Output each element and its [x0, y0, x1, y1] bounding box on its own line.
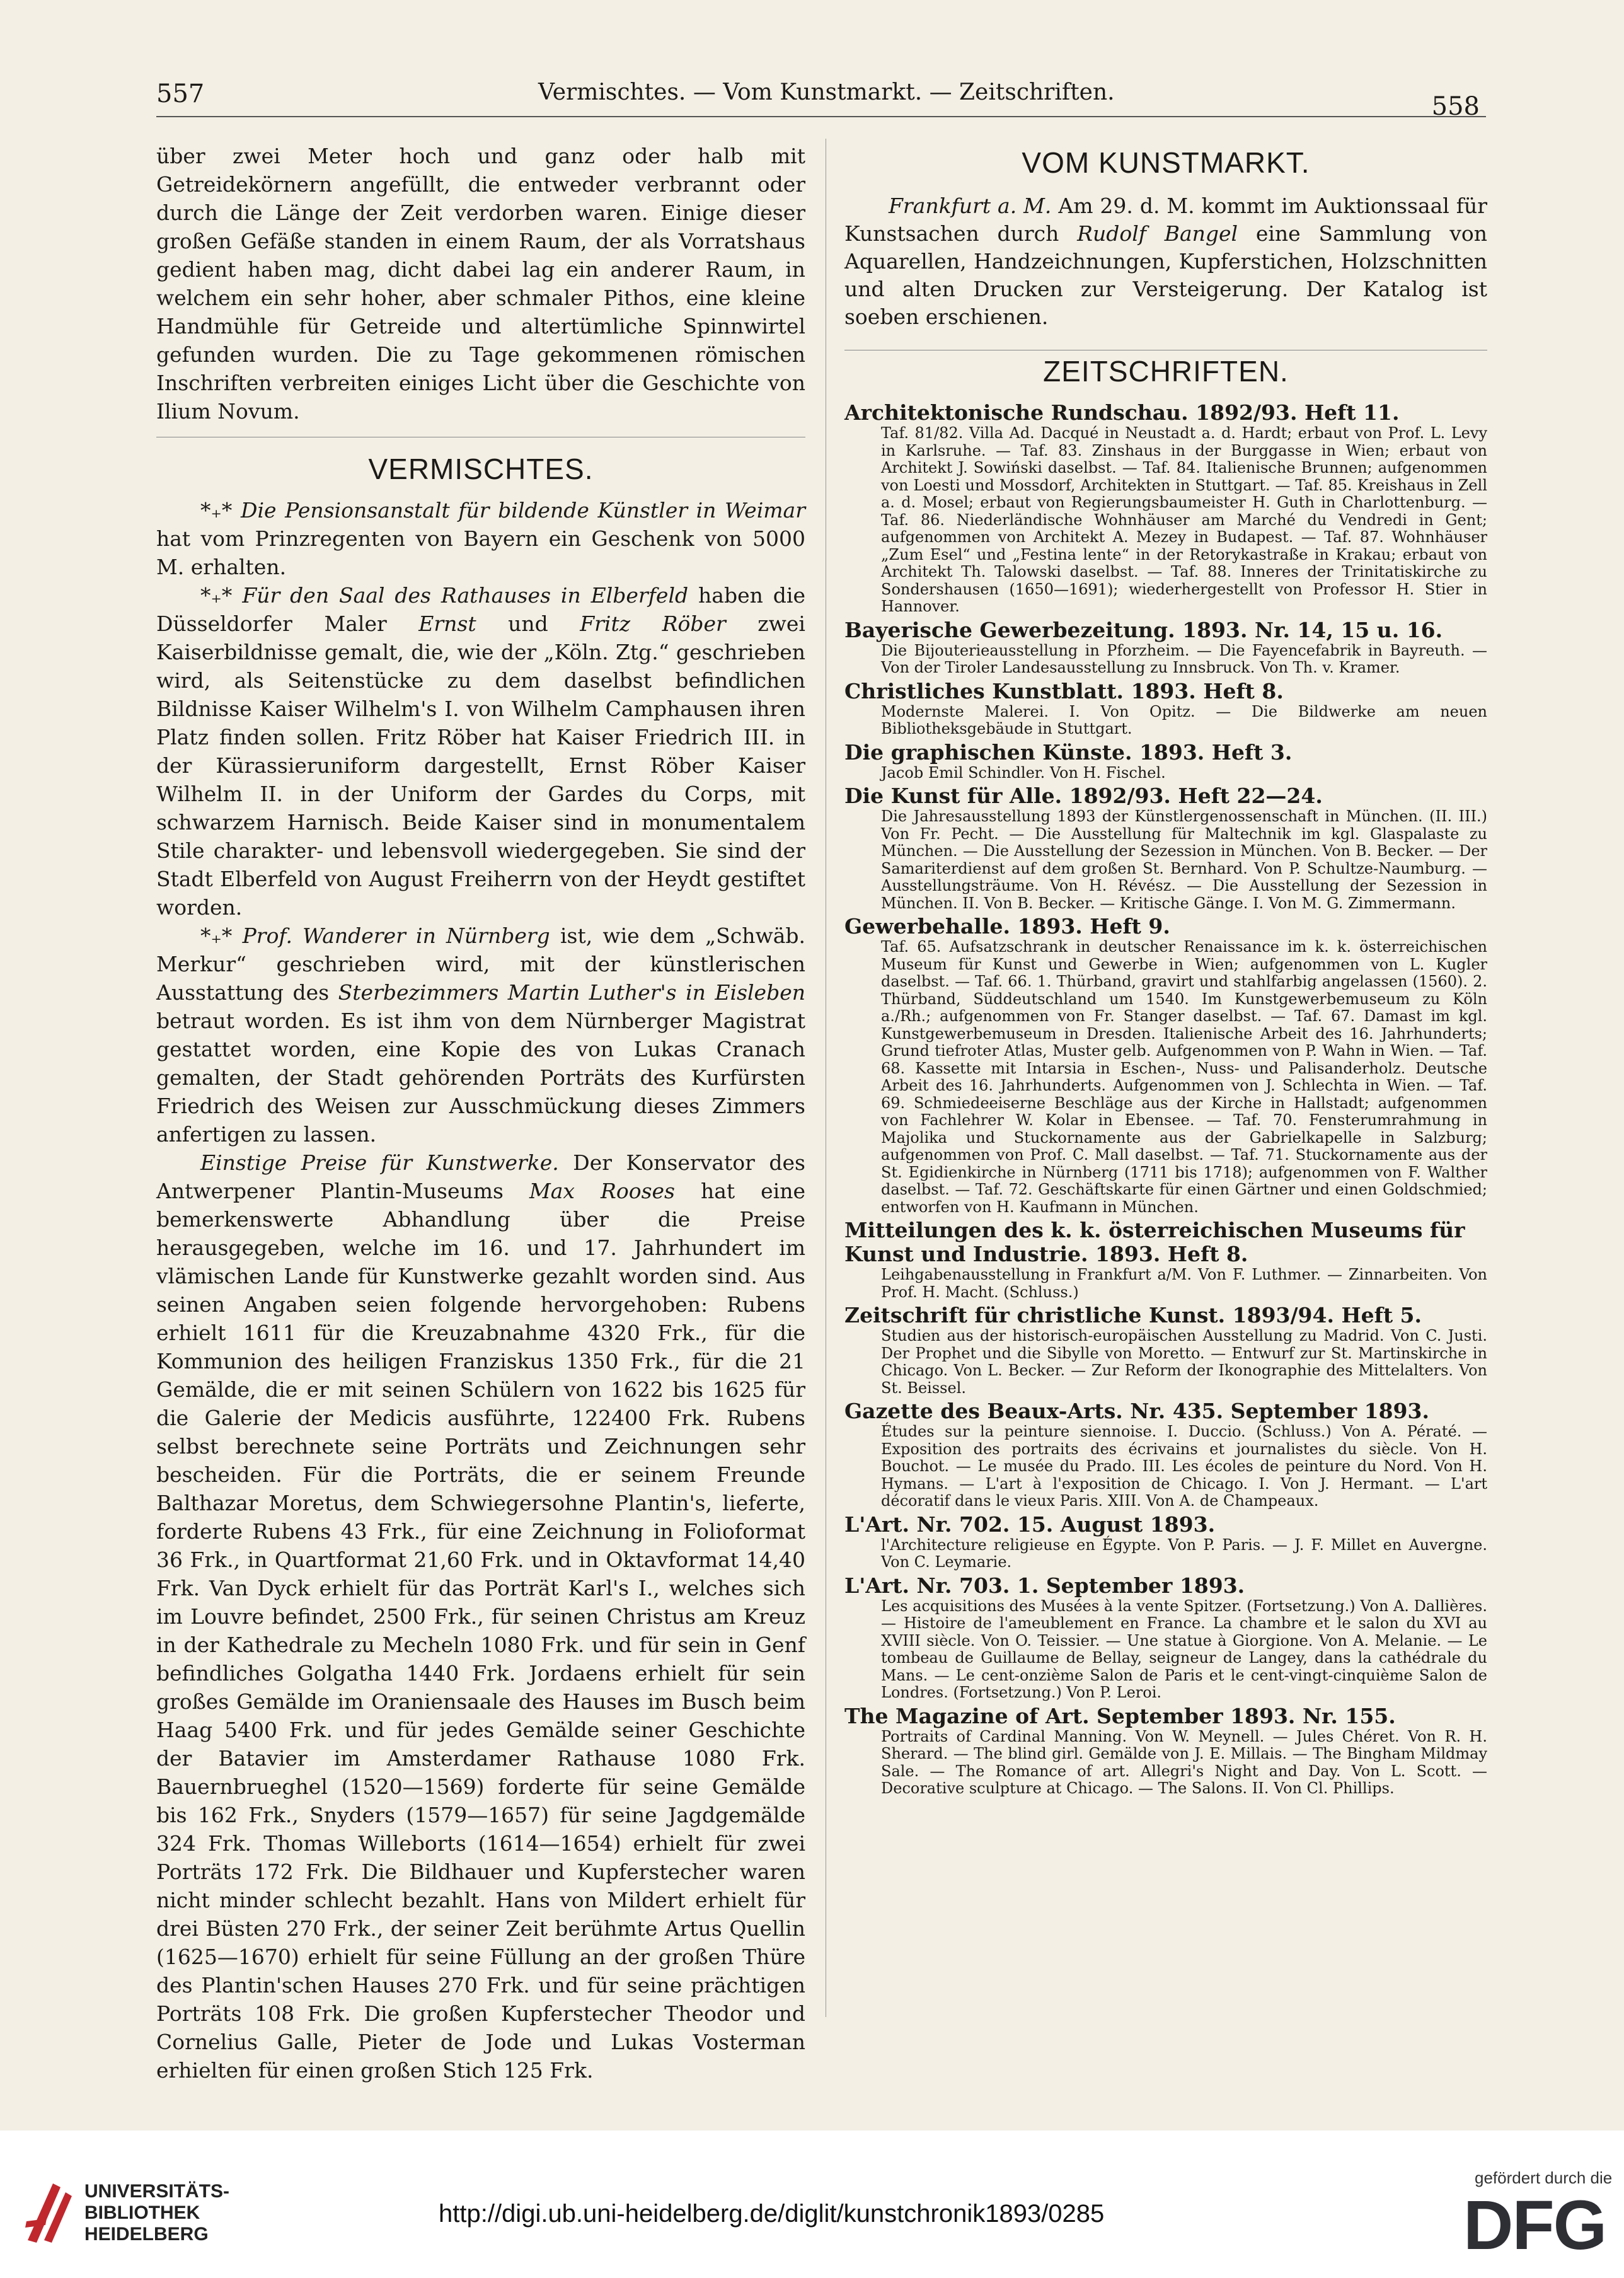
- journal-contents: Studien aus der historisch-europäischen Ausstellung zu Madrid. Von C. Justi. Der Prophet und die Sibylle von Moretto. — Entwurf zur St. Martinskirche in Chicago. Von L. Becker. — Zur Reform der Ikonographie des Mittelalters. Von St. Beissel.: [881, 1327, 1487, 1397]
- journal-title: Die Kunst für Alle. 1892/93. Heft 22—24.: [844, 783, 1323, 808]
- kunstmarkt-text: eine Sammlung von Aquarellen, Handzeichnungen, Kupferstichen, Holzschnitten und alten Drucken zur Versteigerung. Der Katalog ist soeben erschienen.: [844, 221, 1487, 329]
- journal-title: Die graphischen Künste. 1893. Heft 3.: [844, 739, 1293, 765]
- journal-entry: [844, 915, 1487, 1216]
- journal-title: The Magazine of Art. September 1893. Nr. 155.: [844, 1703, 1396, 1728]
- left-column: [156, 142, 805, 2084]
- library-line-1: UNIVERSITÄTS-: [84, 2181, 230, 2202]
- news-item-weimar: [156, 496, 805, 581]
- news-item-elberfeld-heading: *₊* Für den Saal des Rathauses in Elberfeld: [200, 583, 689, 608]
- news-item-elberfeld: [156, 581, 805, 922]
- journal-title: Mitteilungen des k. k. österreichischen Museums für Kunst und Industrie. 1893. Heft 8.: [844, 1218, 1465, 1266]
- journal-entry: [844, 784, 1487, 912]
- section-title-zeitschriften: ZEITSCHRIFTEN.: [1043, 355, 1289, 388]
- news-item-preise: [156, 1148, 805, 2084]
- journal-title: Gewerbehalle. 1893. Heft 9.: [844, 914, 1170, 939]
- journal-title: L'Art. Nr. 702. 15. August 1893.: [844, 1512, 1216, 1537]
- intro-paragraph: über zwei Meter hoch und ganz oder halb mit Getreidekörnern angefüllt, die entweder verbrannt oder durch die Länge der Zeit verdorben waren. Einige dieser großen Gefäße standen in einem Raum, der als Vorratshaus gedient haben mag, dicht dabei lag ein anderer Raum, in welchem ein sehr hoher, aber schmaler Pithos, eine kleine Handmühle für Getreide und altertümliche Spinnwirtel gefunden wurden. Die zu Tage gekommenen römischen Inschriften verbreiten einiges Licht über die Geschichte von Ilium Novum.: [156, 144, 805, 424]
- name-max-rooses: Max Rooses: [529, 1179, 675, 1203]
- sterbezimmer-luther: Sterbezimmers Martin Luther's in Eisleben: [338, 980, 805, 1005]
- header-rule: [156, 116, 1486, 117]
- journal-entry: [844, 1399, 1487, 1510]
- right-column: [844, 142, 1487, 1800]
- news-text: und: [476, 611, 580, 636]
- section-title-vermischtes: VERMISCHTES.: [368, 453, 594, 485]
- page-header: [156, 68, 1480, 119]
- university-library-name: [84, 2181, 229, 2245]
- journal-entry: [844, 679, 1487, 738]
- news-item-weimar-text: hat vom Prinzregenten von Bayern ein Geschenk von 5000 M. erhalten.: [156, 526, 805, 579]
- place-frankfurt: Frankfurt a. M.: [889, 194, 1052, 218]
- kunstmarkt-text: Am 29. d. M. kommt im Auktionssaal für Kunstsachen durch: [844, 194, 1487, 246]
- journal-entry: [844, 618, 1487, 677]
- journal-title: Zeitschrift für christliche Kunst. 1893/94. Heft 5.: [844, 1303, 1422, 1327]
- journal-list: [844, 401, 1487, 1798]
- journal-entry: [844, 741, 1487, 782]
- journal-contents: l'Architecture religieuse en Égypte. Von P. Paris. — J. F. Millet en Auvergne. Von C. Leymarie.: [881, 1535, 1487, 1571]
- journal-entry: [844, 1574, 1487, 1702]
- journal-entry: [844, 1218, 1487, 1301]
- journal-contents: Die Jahresausstellung 1893 der Künstlergenossenschaft in München. (II. III.) Von Fr. Pecht. — Die Ausstellung für Maltechnik im kgl. Glaspalaste zu München. — Die Ausstellung der Sezession in München. Von B. Becker. — Der Samariterdienst auf dem großen St. Bernhard. Von P. Schultze-Naumburg. — Ausstellungsträume. Von H. Révész. — Die Ausstellung der Sezession in München. II. Von B. Becker. — Kritische Gänge. I. Von M. G. Zimmermann.: [881, 807, 1487, 912]
- journal-title: Bayerische Gewerbezeitung. 1893. Nr. 14, 15 u. 16.: [844, 617, 1443, 642]
- journal-title: L'Art. Nr. 703. 1. September 1893.: [844, 1573, 1245, 1598]
- news-text: haben die Düsseldorfer Maler: [156, 583, 805, 636]
- news-item-weimar-heading: *₊* Die Pensionsanstalt für bildende Künstler in Weimar: [200, 498, 805, 523]
- journal-contents: Taf. 81/82. Villa Ad. Dacqué in Neustadt a. d. Hardt; erbaut von Prof. L. Levy in Karlsruhe. — Taf. 83. Zinshaus in der Burggasse in Wien; erbaut von Architekt J. Sowiński daselbst. — Taf. 84. Italienische Brunnen; aufgenommen von Loesti und Mossdorf, Architekten in Stuttgart. — Taf. 85. Kreishaus in Zell a. d. Mosel; erbaut von Regierungsbaumeister H. Guth in Charlottenburg. — Taf. 86. Niederländische Wohnhäuser am Marché du Vendredi in Gent; aufgenommen von Architekt A. Mezey in Budapest. — Taf. 87. Wohnhäuser „Zum Esel“ und „Festina lente“ in der Retorykastraße in Krakau; erbaut von Architekt Th. Talowski daselbst. — Taf. 88. Inneres der Trinitatiskirche zu Sondershausen (1650—1691); wiederhergestellt von Professor H. Stier in Hannover.: [881, 424, 1487, 615]
- university-library-logo-icon: [21, 2177, 76, 2246]
- journal-entry: [844, 1704, 1487, 1798]
- digitization-footer: [0, 2131, 1624, 2278]
- name-ernst: Ernst: [418, 611, 476, 636]
- journal-contents: Les acquisitions des Musées à la vente Spitzer. (Fortsetzung.) Von A. Dallières. — Histoire de l'ameublement en France. La chambre et le salon du XVI au XVIII siècle. Von O. Teissier. — Une statue à Giorgione. Von A. Melanie. — Le tombeau de Guillaume de Bellay, seigneur de Langey, dans la cathédrale du Mans. — Le cent-onzième Salon de Paris et le cent-vingt-cinquième Salon de Londres. (Fortsetzung.) Von P. Leroi.: [881, 1597, 1487, 1701]
- running-title: Vermischtes. — Vom Kunstmarkt. — Zeitschriften.: [538, 79, 1115, 105]
- permalink-url[interactable]: http://digi.ub.uni-heidelberg.de/diglit/kunstchronik1893/0285: [439, 2200, 1105, 2228]
- news-item-wanderer-heading: *₊* Prof. Wanderer in Nürnberg: [200, 923, 550, 948]
- journal-contents: Leihgabenausstellung in Frankfurt a/M. Von F. Luthmer. — Zinnarbeiten. Von Prof. H. Macht. (Schluss.): [881, 1266, 1487, 1301]
- name-rudolf-bangel: Rudolf Bangel: [1077, 221, 1238, 246]
- journal-contents: Études sur la peinture siennoise. I. Duccio. (Schluss.) Von A. Pératé. — Exposition des portraits des écrivains et journalistes du siècle. Von H. Bouchot. — Le musée du Prado. III. Les écoles de peinture du Nord. Von H. Hymans. — L'art à l'exposition de Chicago. I. Von J. Hermant. — L'art décoratif dans le vieux Paris. XIII. Von A. de Champeaux.: [881, 1423, 1487, 1510]
- news-text: Der Konservator des Antwerpener Plantin-Museums: [156, 1150, 805, 1203]
- page-number-right: 558: [1431, 92, 1480, 121]
- library-line-3: HEIDELBERG: [84, 2224, 209, 2245]
- dfg-logo: DFG: [1463, 2187, 1606, 2264]
- library-line-2: BIBLIOTHEK: [84, 2202, 200, 2223]
- journal-contents: Taf. 65. Aufsatzschrank in deutscher Renaissance im k. k. österreichischen Museum für Kunst und Gewerbe in Wien; aufgenommen von L. Kugler daselbst. — Taf. 66. 1. Thürband, gravirt und stahlfarbig angelassen (1560). 2. Thürband, Süddeutschland um 1540. Im Kunstgewerbemuseum zu Köln a./Rh.; aufgenommen von Fr. Stanger daselbst. — Taf. 67. Damast im kgl. Kunstgewerbemuseum in Dresden. Italienische Arbeit des 16. Jahrhunderts; Grund tiefroter Atlas, Muster gelb. Aufgenommen von P. Wahn in Wien. — Taf. 68. Kassette mit Intarsia in Eschen-, Nuss- und Palisanderholz. Deutsche Arbeit des 16. Jahrhunderts. Aufgenommen von J. Schlechta in Wien. — Taf. 69. Schmiedeeiserne Beschläge aus der Kirche in Hallstadt; aufgenommen von Fachlehrer W. Kolar in Ebensee. — Taf. 70. Fensterumrahmung in Majolika und Stuckornamente aus der Gabrielkapelle in Salzburg; aufgenommen von Prof. C. Mall daselbst. — Taf. 71. Stuckornamente aus der St. Egidienkirche in Nürnberg (1711 bis 1718); aufgenommen von F. Walther daselbst. — Taf. 72. Geschäftskarte für einen Gärtner und einen Goldschmied; entworfen von H. Kaufmann in München.: [881, 938, 1487, 1216]
- journal-title: Architektonische Rundschau. 1892/93. Heft 11.: [844, 400, 1400, 425]
- news-item-preise-heading: Einstige Preise für Kunstwerke.: [200, 1150, 559, 1175]
- kunstmarkt-paragraph: [844, 192, 1487, 331]
- funding-note: gefördert durch die: [1475, 2168, 1613, 2187]
- name-fritz-roeber: Fritz Röber: [580, 611, 726, 636]
- journal-contents: Jacob Emil Schindler. Von H. Fischel.: [881, 763, 1166, 782]
- journal-entry: [844, 1513, 1487, 1571]
- journal-title: Gazette des Beaux-Arts. Nr. 435. September 1893.: [844, 1399, 1429, 1423]
- news-item-wanderer: [156, 922, 805, 1148]
- news-text: ist, wie dem „Schwäb. Merkur“ geschrieben wird, mit der künstlerischen Ausstattung des: [156, 923, 805, 1005]
- news-text: zwei Kaiserbildnisse gemalt, die, wie der „Köln. Ztg.“ geschrieben wird, als Seitenstücke zu dem daselbst befindlichen Bildnisse Kaiser Wilhelm's I. von Wilhelm Camphausen ihren Platz finden sollen. Fritz Röber hat Kaiser Friedrich III. in der Kürassieruniform dargestellt, Ernst Röber Kaiser Wilhelm II. in der Uniform der Gardes du Corps, mit schwarzem Harnisch. Beide Kaiser sind in monumentalem Stile charakter- und lebensvoll wiedergegeben. Sie sind der Stadt Elberfeld von August Freiherrn von der Heydt gestiftet worden.: [156, 611, 805, 920]
- journal-title: Christliches Kunstblatt. 1893. Heft 8.: [844, 678, 1284, 703]
- page-number-left: 557: [156, 79, 205, 108]
- news-text: betraut worden. Es ist ihm von dem Nürnberger Magistrat gestattet worden, eine Kopie des von Lukas Cranach gemalten, der Stadt gehörenden Porträts des Kurfürsten Friedrich des Weisen zur Ausschmückung dieses Zimmers anfertigen zu lassen.: [156, 1009, 805, 1147]
- news-text: hat eine bemerkenswerte Abhandlung über die Preise herausgegeben, welche im 16. und 17. Jahrhundert im vlämischen Lande für Kunstwerke gezahlt worden sind. Aus seinen Angaben seien folgende hervorgehoben: Rubens erhielt 1611 für die Kreuzabnahme 4320 Frk., für die Kommunion des heiligen Franziskus 1350 Frk., für die 21 Gemälde, die er mit seinen Schülern von 1622 bis 1625 für die Galerie der Medicis ausführte, 122400 Frk. Rubens selbst berechnete seine Porträts und Zeichnungen sehr bescheiden. Für die Porträts, die er seinem Freunde Balthazar Moretus, dem Schwiegersohne Plantin's, lieferte, forderte Rubens 43 Frk., für eine Zeichnung in Folioformat 36 Frk., in Quartformat 21,60 Frk. und in Oktavformat 14,40 Frk. Van Dyck erhielt für das Porträt Karl's I., welches sich im Louvre befindet, 2500 Frk., für seinen Christus am Kreuz in der Kathedrale zu Mecheln 1080 Frk. und für sein in Genf befindliches Golgatha 1440 Frk. Jordaens erhielt für sein großes Gemälde im Oraniensaale des Hauses im Busch beim Haag 5400 Frk. und für jedes Gemälde seiner Geschichte der Batavier im Amsterdamer Rathause 1080 Frk. Bauernbrueghel (1520—1569) forderte für seine Gemälde bis 162 Frk., Snyders (1579—1657) für seine Jagdgemälde 324 Frk. Thomas Willeborts (1614—1654) erhielt für zwei Porträts 172 Frk. Die Bildhauer und Kupferstecher waren nicht minder schlecht bezahlt. Hans von Mildert erhielt für drei Büsten 270 Frk., der seiner Zeit berühmte Artus Quellin (1625—1670) erhielt für seine Füllung an der großen Thüre des Plantin'schen Hauses 270 Frk. und für seine prächtigen Porträts 108 Frk. Die großen Kupferstecher Theodor und Cornelius Galle, Pieter de Jode und Lukas Vosterman erhielten für einen großen Stich 125 Frk.: [156, 1179, 805, 2083]
- journal-entry: [844, 401, 1487, 616]
- journal-contents: Modernste Malerei. I. Von Opitz. — Die Bildwerke am neuen Bibliotheksgebäude in Stuttgart.: [881, 702, 1487, 737]
- journal-entry: [844, 1304, 1487, 1397]
- section-title-kunstmarkt: VOM KUNSTMARKT.: [1022, 146, 1310, 179]
- journal-contents: Die Bijouterieausstellung in Pforzheim. — Die Fayencefabrik in Bayreuth. — Von der Tiroler Landesausstellung zu Innsbruck. Von Th. v. Kramer.: [881, 641, 1487, 676]
- journal-contents: Portraits of Cardinal Manning. Von W. Meynell. — Jules Chéret. Von R. H. Sherard. — The blind girl. Gemälde von J. E. Millais. — The Bingham Mildmay Sale. — The Romance of art. Allegri's Night and Day. Von L. Scott. — Decorative sculpture at Chicago. — The Salons. II. Von Cl. Phillips.: [881, 1727, 1487, 1797]
